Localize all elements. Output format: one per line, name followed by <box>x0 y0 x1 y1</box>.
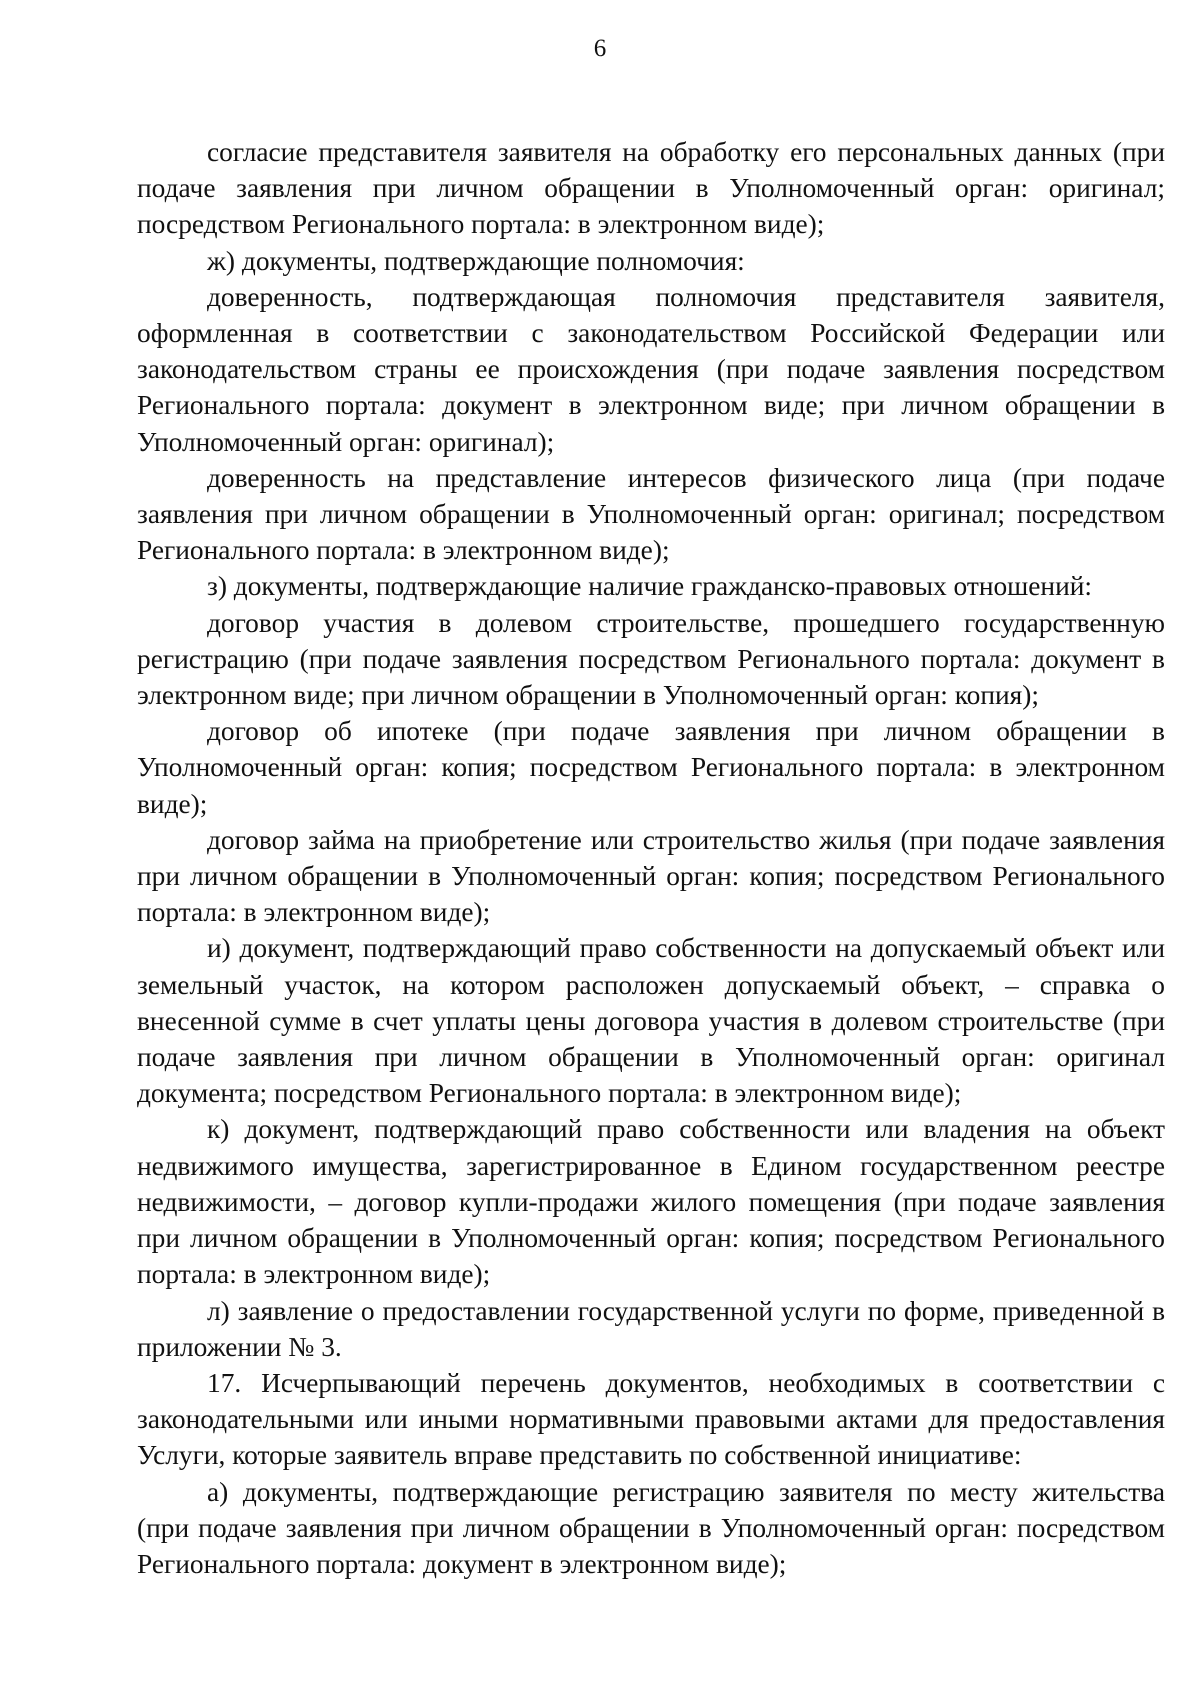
paragraph-power-of-attorney-individual: доверенность на представление интересов физического лица (при подаче заявления при личном обращении в Уполномоченный орган: оригинал; посредством Регионального портала: в электронном виде); <box>137 462 1165 566</box>
paragraph-mortgage-contract: договор об ипотеке (при подаче заявления при личном обращении в Уполномоченный орган: копия; посредством Регионального портала: в электронном виде); <box>137 716 1165 819</box>
page-number: 6 <box>593 35 607 62</box>
document-body <box>137 134 1165 1582</box>
paragraph-power-of-attorney-representative: доверенность, подтверждающая полномочия представителя заявителя, оформленная в соответствии с законодательством Российской Федерации или законодательством страны ее происхождения (при подаче заявления посредством Регионального портала: документ в электронном виде; при личном обращении в Уполномоченный орган: оригинал); <box>137 281 1165 457</box>
paragraph-item-a: а) документы, подтверждающие регистрацию заявителя по месту жительства (при подаче заявления при личном обращении в Уполномоченный орган: посредством Регионального портала: документ в электронном виде); <box>137 1476 1165 1579</box>
paragraph-item-i: и) документ, подтверждающий право собственности на допускаемый объект или земельный участок, на котором расположен допускаемый объект, – справка о внесенной сумме в счет уплаты цены договора участия в долевом строительстве (при подаче заявления при личном обращении в Уполномоченный орган: оригинал документа; посредством Регионального портала: в электронном виде); <box>137 933 1165 1109</box>
paragraph-item-k: к) документ, подтверждающий право собственности или владения на объект недвижимого имущества, зарегистрированное в Едином государственном реестре недвижимости, – договор купли-продажи жилого помещения (при подаче заявления при личном обращении в Уполномоченный орган: копия; посредством Регионального портала: в электронном виде); <box>137 1114 1165 1290</box>
paragraph-item-z-heading: з) документы, подтверждающие наличие гражданско-правовых отношений: <box>207 571 1093 602</box>
paragraph-shared-construction-contract: договор участия в долевом строительстве, прошедшего государственную регистрацию (при подаче заявления посредством Регионального портала: документ в электронном виде; при личном обращении в Уполномоченный орган: копия); <box>137 607 1165 711</box>
paragraph-loan-contract: договор займа на приобретение или строительство жилья (при подаче заявления при личном обращении в Уполномоченный орган: копия; посредством Регионального портала: в электронном виде); <box>137 824 1165 928</box>
paragraph-section-17: 17. Исчерпывающий перечень документов, необходимых в соответствии с законодательными или иными нормативными правовыми актами для предоставления Услуги, которые заявитель вправе представить по собственной инициативе: <box>137 1367 1165 1471</box>
paragraph-consent: согласие представителя заявителя на обработку его персональных данных (при подаче заявления при личном обращении в Уполномоченный орган: оригинал; посредством Регионального портала: в электронном виде); <box>137 137 1165 240</box>
paragraph-item-zh-heading: ж) документы, подтверждающие полномочия: <box>207 245 745 276</box>
paragraph-item-l: л) заявление о предоставлении государственной услуги по форме, приведенной в приложении № 3. <box>137 1295 1165 1362</box>
